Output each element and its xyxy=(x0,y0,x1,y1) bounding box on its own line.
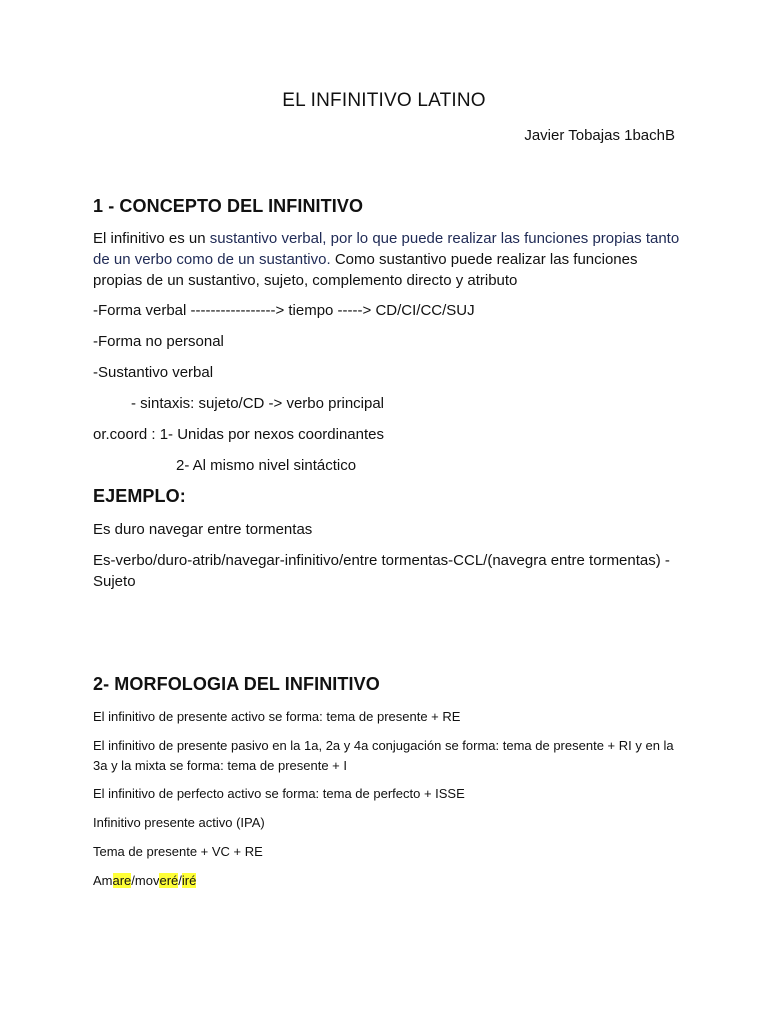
ending-separator-2: / xyxy=(178,873,182,888)
document-title: EL INFINITIVO LATINO xyxy=(282,90,486,111)
sustantivo-verbal-line: -Sustantivo verbal xyxy=(93,364,214,381)
ending-word-2-highlight: eré xyxy=(159,873,179,888)
morph-line-4: Infinitivo presente activo (IPA) xyxy=(93,815,265,830)
ending-separator-1: / xyxy=(131,873,135,888)
concept-text-emphasis: sustantivo verbal, por lo que puede realizar las funciones propias tanto de un verbo como de un sustantivo. xyxy=(93,230,680,268)
mismo-nivel-line: 2- Al mismo nivel sintáctico xyxy=(176,457,357,474)
section-1-heading: 1 - CONCEPTO DEL INFINITIVO xyxy=(93,196,364,216)
morph-line-1: El infinitivo de presente activo se forma: tema de presente + RE xyxy=(93,709,461,724)
author-line: Javier Tobajas 1bachB xyxy=(524,127,675,144)
morph-line-5: Tema de presente + VC + RE xyxy=(93,844,263,859)
infinitive-endings xyxy=(93,871,196,891)
morph-line-3: El infinitivo de perfecto activo se forma: tema de perfecto + ISSE xyxy=(93,786,465,801)
ending-word-1-highlight: are xyxy=(112,873,132,888)
section-2-heading: 2- MORFOLOGIA DEL INFINITIVO xyxy=(93,674,380,694)
example-heading: EJEMPLO: xyxy=(93,486,186,506)
ending-word-2-stem: mov xyxy=(134,873,160,888)
ending-word-1-stem: Am xyxy=(93,873,113,888)
ending-word-3-highlight: iré xyxy=(181,873,197,888)
example-sentence: Es duro navegar entre tormentas xyxy=(93,521,313,538)
forma-no-personal-line: -Forma no personal xyxy=(93,333,224,350)
morph-line-2: El infinitivo de presente pasivo en la 1a, 2a y 4a conjugación se forma: tema de presente + RI y en la 3a y la mixta se forma: tema de presente + I xyxy=(93,738,674,773)
forma-verbal-line: -Forma verbal -----------------> tiempo -----> CD/CI/CC/SUJ xyxy=(93,302,475,319)
concept-text-c: Como sustantivo puede realizar las funciones propias de un sustantivo, sujeto, complemento directo y atributo xyxy=(93,251,638,289)
sintaxis-line: - sintaxis: sujeto/CD -> verbo principal xyxy=(131,395,385,412)
concept-paragraph xyxy=(93,228,683,291)
concept-text-a: El infinitivo es un xyxy=(93,230,210,247)
example-analysis: Es-verbo/duro-atrib/navegar-infinitivo/entre tormentas-CCL/(navegra entre tormentas) - Sujeto xyxy=(93,552,670,590)
or-coord-line: or.coord : 1- Unidas por nexos coordinantes xyxy=(93,426,384,443)
